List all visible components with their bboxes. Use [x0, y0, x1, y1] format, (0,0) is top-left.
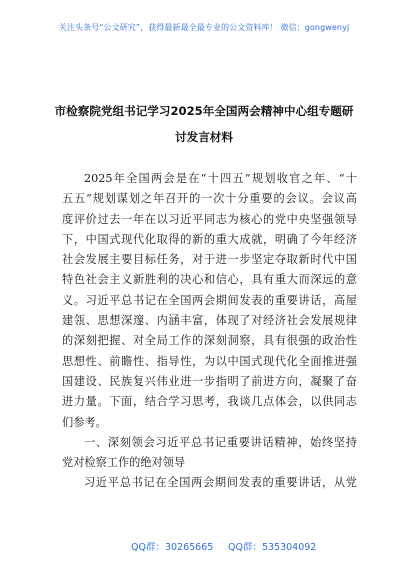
document-title-line-1: 市检察院党组书记学习2025年全国两会精神中心组专题研 [54, 104, 354, 118]
body-line: 度评价过去一年在以习近平同志为核心的党中央坚强领导 [62, 212, 357, 226]
body-line: 国建设、民族复兴伟业进一步指明了前进方向，凝聚了奋 [62, 374, 357, 388]
footer-qq-group-2: QQ群：535304092 [228, 542, 317, 553]
body-line: 思想性、前瞻性、指导性，为以中国式现代化全面推进强 [62, 354, 357, 368]
section-heading-line: 一、深刻领会习近平总书记重要讲话精神，始终坚持 [84, 435, 357, 449]
document-title-line-2: 讨发言材料 [175, 130, 233, 144]
body-line: 建瓴、思想深邃、内涵丰富，体现了对经济社会发展规律 [62, 314, 357, 328]
section-heading-line: 党对检察工作的绝对领导 [62, 456, 186, 470]
header-banner: 关注头条号“公文研究”，获得最新最全最专业的公文资料库！ 微信：gongwenyj [58, 23, 350, 32]
body-line: 习近平总书记在全国两会期间发表的重要讲话，从党 [84, 476, 357, 490]
body-line: 义。习近平总书记在全国两会期间发表的重要讲话，高屋 [62, 293, 357, 307]
body-line: 进力量。下面，结合学习思考，我谈几点体会，以供同志 [62, 395, 357, 409]
body-line: 下，中国式现代化取得的新的重大成就，明确了今年经济 [62, 232, 357, 246]
body-line: 的深刻把握、对全局工作的深刻洞察，具有很强的政治性 [62, 334, 357, 348]
body-line: 2025年全国两会是在“十四五”规划收官之年、“十 [84, 172, 357, 185]
body-line: 特色社会主义新胜利的决心和信心，具有重大而深远的意 [62, 273, 357, 287]
body-line: 五五”规划谋划之年召开的一次十分重要的会议。会议高 [62, 192, 357, 206]
body-line: 社会发展主要目标任务，对于进一步坚定夺取新时代中国 [62, 253, 357, 267]
footer-qq-group-1: QQ群：30265665 [131, 542, 214, 553]
footer [0, 539, 408, 553]
body-line: 们参考。 [62, 415, 107, 429]
document-body [62, 169, 357, 494]
